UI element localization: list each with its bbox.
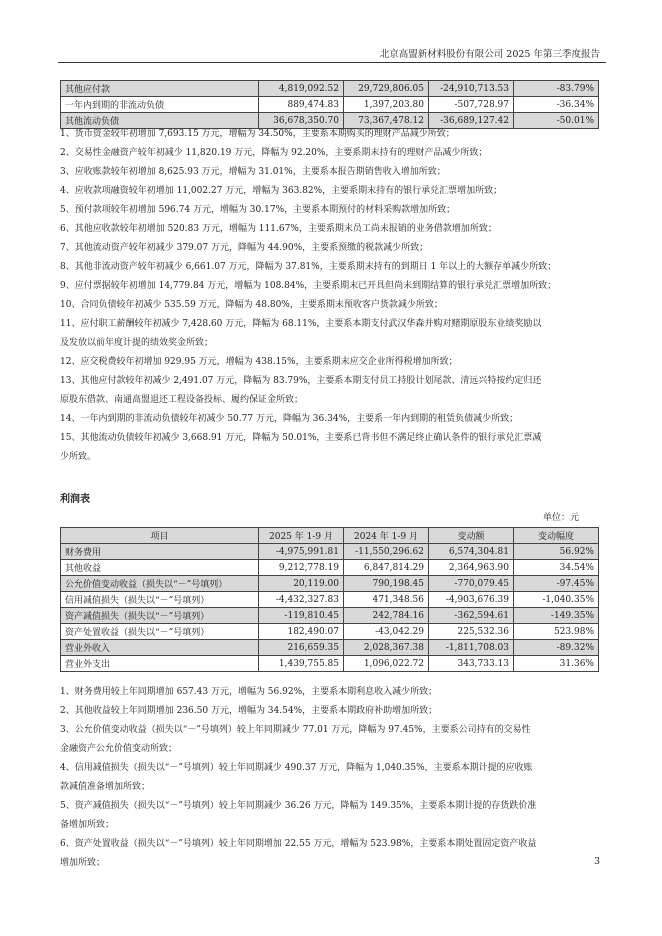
note-line: 5、预付款项较年初增加 596.74 万元，增幅为 30.17%，主要系本期预付的材料采购款增加所致；: [60, 205, 456, 215]
note-line: 8、其他非流动资产较年初减少 6,661.07 万元，降幅为 37.81%，主要系期末持有的到期日 1 年以上的大额存单减少所致；: [60, 262, 557, 272]
table-row: [61, 640, 599, 656]
cell-value: -89.32%: [514, 640, 599, 656]
table-row: [61, 576, 599, 592]
note-line: 少所致。: [60, 452, 97, 462]
cell-value: -43,042.29: [344, 624, 429, 640]
note-line: 15、其他流动负债较年初减少 3,668.91 万元，降幅为 50.01%，主要系已背书但不满足终止确认条件的银行承兑汇票减: [60, 433, 542, 443]
note-line: 4、信用减值损失（损失以“－”号填列）较上年同期减少 490.37 万元，降幅为 1,040.35%，主要系本期计提的应收账: [60, 763, 533, 773]
table-row: [61, 608, 599, 624]
cell-value: 2,364,963.90: [429, 560, 514, 576]
row-label: 信用减值损失（损失以“－”号填列）: [61, 592, 259, 608]
cell-value: 1,439,755.85: [259, 656, 344, 672]
cell-value: 73,367,478.12: [344, 113, 429, 129]
page-header: 北京高盟新材料股份有限公司 2025 年第三季度报告: [379, 49, 600, 60]
note-line: 2、交易性金融资产较年初减少 11,820.19 万元，降幅为 92.20%，主要系期末持有的理财产品减少所致；: [60, 148, 488, 158]
table-row: [61, 81, 599, 97]
cell-value: 471,348.56: [344, 592, 429, 608]
cell-value: -1,040.35%: [514, 592, 599, 608]
note-line: 备增加所致；: [60, 820, 115, 830]
note-line: 7、其他流动资产较年初减少 379.07 万元，降幅为 44.90%，主要系预缴的税款减少所致；: [60, 243, 429, 253]
cell-value: 29,729,806.05: [344, 81, 429, 97]
cell-value: 4,819,092.52: [259, 81, 344, 97]
note-line: 10、合同负债较年初减少 535.59 万元，降幅为 48.80%，主要系期末预收客户货款减少所致；: [60, 300, 443, 310]
cell-value: -362,594.61: [429, 608, 514, 624]
cell-value: -770,079.45: [429, 576, 514, 592]
note-line: 9、应付票据较年初增加 14,779.84 万元，增幅为 108.84%，主要系期末已开具但尚未到期结算的银行承兑汇票增加所致；: [60, 281, 557, 291]
cell-value: -1,811,708.03: [429, 640, 514, 656]
column-header: 变动额: [429, 528, 514, 544]
note-line: 款减值准备增加所致；: [60, 782, 151, 792]
row-label: 资产处置收益（损失以“－”号填列）: [61, 624, 259, 640]
cell-value: 20,119.00: [259, 576, 344, 592]
table-row: [61, 656, 599, 672]
note-line: 金融资产公允价值变动所致；: [60, 744, 178, 754]
note-line: 12、应交税费较年初增加 929.95 万元，增幅为 438.15%，主要系期末应交企业所得税增加所致；: [60, 357, 458, 367]
column-header: 变动幅度: [514, 528, 599, 544]
column-header: 项目: [61, 528, 259, 544]
column-header: 2024 年 1-9 月: [344, 528, 429, 544]
cell-value: 182,490.07: [259, 624, 344, 640]
cell-value: 889,474.83: [259, 97, 344, 113]
table-row: [61, 560, 599, 576]
note-line: 4、应收款项融资较年初增加 11,002.27 万元，增幅为 363.82%，主要系期末持有的银行承兑汇票增加所致；: [60, 186, 503, 196]
balance-notes: [60, 125, 605, 467]
row-label: 营业外收入: [61, 640, 259, 656]
note-line: 原股东借款、南通高盟退还工程设备投标、履约保证金所致；: [60, 395, 304, 405]
cell-value: 1,096,022.72: [344, 656, 429, 672]
note-line: 6、其他应收款较年初增加 520.83 万元，增幅为 111.67%，主要系期末员工尚未报销的业务借款增加所致；: [60, 224, 497, 234]
cell-value: 6,847,814.29: [344, 560, 429, 576]
note-line: 3、公允价值变动收益（损失以“－”号填列）较上年同期减少 77.01 万元，降幅为 97.45%，主要系公司持有的交易性: [60, 725, 531, 735]
balance-change-table: [60, 80, 599, 129]
column-header: 2025 年 1-9 月: [259, 528, 344, 544]
table-row: [61, 544, 599, 560]
note-line: 11、应付职工薪酬较年初减少 7,428.60 万元，降幅为 68.11%，主要系本期支付武汉华森并购对赌期原股东业绩奖励以: [60, 319, 542, 329]
cell-value: -4,903,676.39: [429, 592, 514, 608]
row-label: 营业外支出: [61, 656, 259, 672]
note-line: 增加所致；: [60, 858, 106, 868]
cell-value: 1,397,203.80: [344, 97, 429, 113]
note-line: 2、其他收益较上年同期增加 236.50 万元，增幅为 34.54%，主要系本期政府补助增加所致；: [60, 706, 438, 716]
cell-value: -24,910,713.53: [429, 81, 514, 97]
row-label: 其他应付款: [61, 81, 259, 97]
header-rule: [58, 62, 606, 63]
cell-value: 31.36%: [514, 656, 599, 672]
profit-notes: [60, 683, 605, 873]
cell-value: 343,733.13: [429, 656, 514, 672]
cell-value: -36.34%: [514, 97, 599, 113]
cell-value: 242,784.16: [344, 608, 429, 624]
note-line: 6、资产处置收益（损失以“－”号填列）较上年同期增加 22.55 万元，增幅为 523.98%，主要系本期处置固定资产收益: [60, 839, 537, 849]
cell-value: -4,975,991.81: [259, 544, 344, 560]
cell-value: -507,728.97: [429, 97, 514, 113]
row-label: 公允价值变动收益（损失以“－”号填列）: [61, 576, 259, 592]
row-label: 资产减值损失（损失以“－”号填列）: [61, 608, 259, 624]
cell-value: -36,689,127.42: [429, 113, 514, 129]
page-number: 3: [593, 856, 600, 867]
cell-value: -119,810.45: [259, 608, 344, 624]
table-row: [61, 624, 599, 640]
cell-value: -50.01%: [514, 113, 599, 129]
cell-value: 9,212,778.19: [259, 560, 344, 576]
note-line: 1、财务费用较上年同期增加 657.43 万元，增幅为 56.92%，主要系本期利息收入减少所致；: [60, 687, 438, 697]
row-label: 一年内到期的非流动负债: [61, 97, 259, 113]
cell-value: 56.92%: [514, 544, 599, 560]
note-line: 及发放以前年度计提的绩效奖金所致；: [60, 338, 214, 348]
note-line: 3、应收账款较年初增加 8,625.93 万元，增幅为 31.01%，主要系本报告期销售收入增加所致；: [60, 167, 446, 177]
profit-table: [60, 527, 599, 672]
cell-value: 523.98%: [514, 624, 599, 640]
cell-value: -83.79%: [514, 81, 599, 97]
cell-value: 34.54%: [514, 560, 599, 576]
unit-label: 单位：元: [543, 513, 580, 523]
cell-value: 790,198.45: [344, 576, 429, 592]
note-line: 14、一年内到期的非流动负债较年初减少 50.77 万元，降幅为 36.34%，主要系一年内到期的租赁负债减少所致；: [60, 414, 519, 424]
cell-value: -149.35%: [514, 608, 599, 624]
cell-value: 6,574,304.81: [429, 544, 514, 560]
cell-value: 225,532.36: [429, 624, 514, 640]
note-line: 13、其他应付款较年初减少 2,491.07 万元，降幅为 83.79%，主要系本期支付员工持股计划尾款、清远兴特按约定归还: [60, 376, 542, 386]
cell-value: -97.45%: [514, 576, 599, 592]
cell-value: 216,659.35: [259, 640, 344, 656]
cell-value: -4,432,327.83: [259, 592, 344, 608]
table-row: [61, 592, 599, 608]
row-label: 其他流动负债: [61, 113, 259, 129]
section-title: 利润表: [60, 494, 90, 505]
row-label: 其他收益: [61, 560, 259, 576]
row-label: 财务费用: [61, 544, 259, 560]
cell-value: -11,550,296.62: [344, 544, 429, 560]
note-line: 1、货币资金较年初增加 7,693.15 万元，增幅为 34.50%，主要系本期购买的理财产品减少所致；: [60, 129, 455, 139]
cell-value: 36,678,350.70: [259, 113, 344, 129]
cell-value: 2,028,367.38: [344, 640, 429, 656]
note-line: 5、资产减值损失（损失以“－”号填列）较上年同期减少 36.26 万元，降幅为 149.35%，主要系本期计提的存货跌价准: [60, 801, 537, 811]
table-row: [61, 97, 599, 113]
